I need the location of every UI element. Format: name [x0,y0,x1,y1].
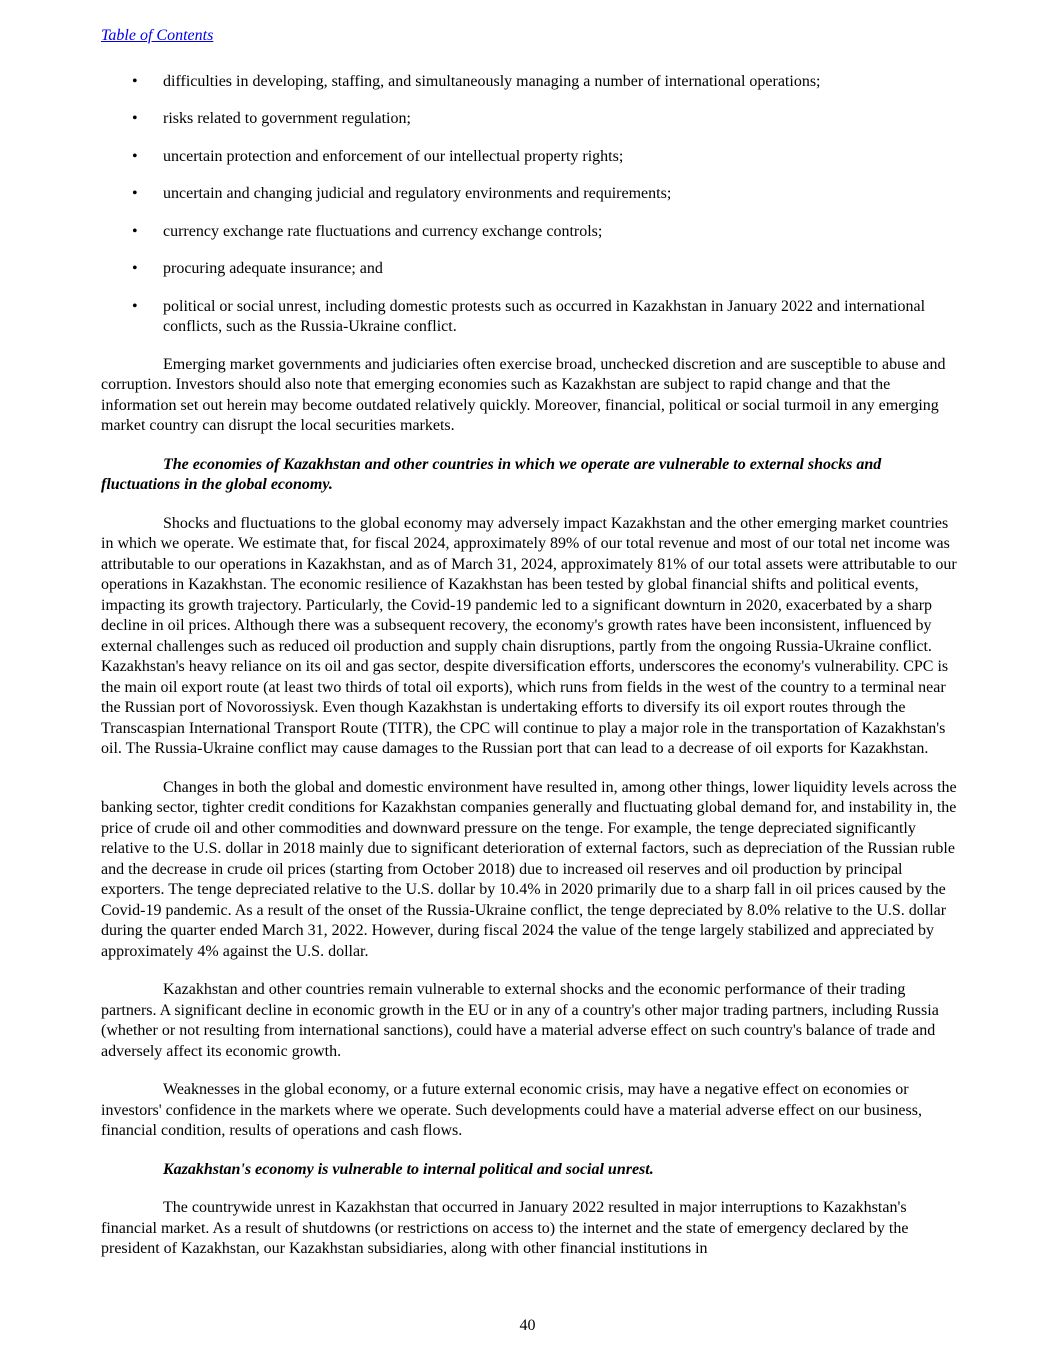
table-of-contents-link[interactable]: Table of Contents [101,27,214,44]
paragraph-tenge-depreciation: Changes in both the global and domestic environment have resulted in, among other things, lower liquidity levels across the banking sector, tighter credit conditions for Kazakhstan companies generally and fluctuating global demand for, and instability in, the price of crude oil and other commodities and downward pressure on the tenge. For example, the tenge depreciated significantly relative to the U.S. dollar in 2018 mainly due to significant deterioration of external factors, such as depreciation of the Russian ruble and the decrease in crude oil prices (starting from October 2018) due to increased oil reserves and oil production by principal exporters. The tenge depreciated relative to the U.S. dollar by 10.4% in 2020 primarily due to a sharp fall in oil prices caused by the Covid-19 pandemic. As a result of the onset of the Russia-Ukraine conflict, the tenge depreciated by 8.0% relative to the U.S. dollar during the quarter ended March 31, 2022. However, during fiscal 2024 the value of the tenge largely stabilized and appreciated by approximately 4% against the U.S. dollar. [101,778,957,960]
bullet-item [101,184,957,205]
bullet-text: difficulties in developing, staffing, and simultaneously managing a number of international operations; [163,72,821,90]
bullet-item [101,147,957,168]
bullet-text: currency exchange rate fluctuations and currency exchange controls; [163,222,603,240]
bullet-item [101,297,957,338]
bullet-item [101,109,957,130]
bullet-text: uncertain and changing judicial and regulatory environments and requirements; [163,185,672,202]
bullet-item [101,259,957,280]
risk-bullet-list [101,72,957,338]
paragraph-countrywide-unrest: The countrywide unrest in Kazakhstan that occurred in January 2022 resulted in major interruptions to Kazakhstan's financial market. As a result of shutdowns (or restrictions on access to) the internet and the state of emergency declared by the president of Kazakhstan, our Kazakhstan subsidiaries, along with other financial institutions in [101,1199,909,1257]
bullet-icon: • [132,297,138,315]
bullet-text: procuring adequate insurance; and [163,260,383,277]
section-heading-internal-unrest: Kazakhstan's economy is vulnerable to internal political and social unrest. [163,1160,654,1178]
paragraph-trading-partners: Kazakhstan and other countries remain vulnerable to external shocks and the economic performance of their trading partners. A significant decline in economic growth in the EU or in any of a country's other major trading partners, including Russia (whether or not resulting from international sanctions), could have a material adverse effect on such country's balance of trade and adversely affect its economic growth. [101,981,939,1060]
bullet-icon: • [132,72,138,90]
bullet-icon: • [132,110,138,127]
bullet-text: uncertain protection and enforcement of our intellectual property rights; [163,147,624,165]
bullet-icon: • [132,147,138,165]
bullet-item [101,72,957,93]
paragraph-global-weakness: Weaknesses in the global economy, or a future external economic crisis, may have a negative effect on economies or investors' confidence in the markets where we operate. Such developments could have a material adverse effect on our business, financial condition, results of operations and cash flows. [101,1081,922,1139]
paragraph-global-economy-shocks: Shocks and fluctuations to the global economy may adversely impact Kazakhstan and the other emerging market countries in which we operate. We estimate that, for fiscal 2024, approximately 89% of our total revenue and most of our total net income was attributable to our operations in Kazakhstan, and as of March 31, 2024, approximately 81% of our total assets were attributable to our operations in Kazakhstan. The economic resilience of Kazakhstan has been tested by global financial shifts and political events, impacting its growth trajectory. Particularly, the Covid-19 pandemic led to a significant downturn in 2020, exacerbated by a sharp decline in oil prices. Although there was a subsequent recovery, the economy's growth rates have been inconsistent, influenced by external challenges such as reduced oil production and supply chain disruptions, partly from the ongoing Russia-Ukraine conflict. Kazakhstan's heavy reliance on its oil and gas sector, despite diversification efforts, underscores the economy's vulnerability. CPC is the main oil export route (at least two thirds of total oil exports), which runs from fields in the west of the country to a terminal near the Russian port of Novorossiysk. Even though Kazakhstan is undertaking efforts to diversify its oil export routes through the Transcaspian International Transport Route (TITR), the CPC will continue to play a major role in the transportation of Kazakhstan's oil. The Russia-Ukraine conflict may cause damages to the Russian port that can lead to a decrease of oil exports for Kazakhstan. [101,514,957,757]
section-heading-external-shocks: The economies of Kazakhstan and other countries in which we operate are vulnerable to external shocks and fluctuations in the global economy. [101,455,882,493]
document-page [101,26,957,1278]
bullet-text: political or social unrest, including domestic protests such as occurred in Kazakhstan in January 2022 and international conflicts, such as the Russia-Ukraine conflict. [163,297,926,335]
bullet-icon: • [132,185,138,202]
bullet-item [101,222,957,243]
bullet-icon: • [132,260,138,277]
bullet-text: risks related to government regulation; [163,110,411,127]
page-number: 40 [519,1317,536,1334]
bullet-icon: • [132,222,138,240]
paragraph-emerging-markets: Emerging market governments and judiciaries often exercise broad, unchecked discretion and are susceptible to abuse and corruption. Investors should also note that emerging economies such as Kazakhstan are subject to rapid change and that the information set out herein may become outdated relatively quickly. Moreover, financial, political or social turmoil in any emerging market country can disrupt the local securities markets. [101,355,946,434]
